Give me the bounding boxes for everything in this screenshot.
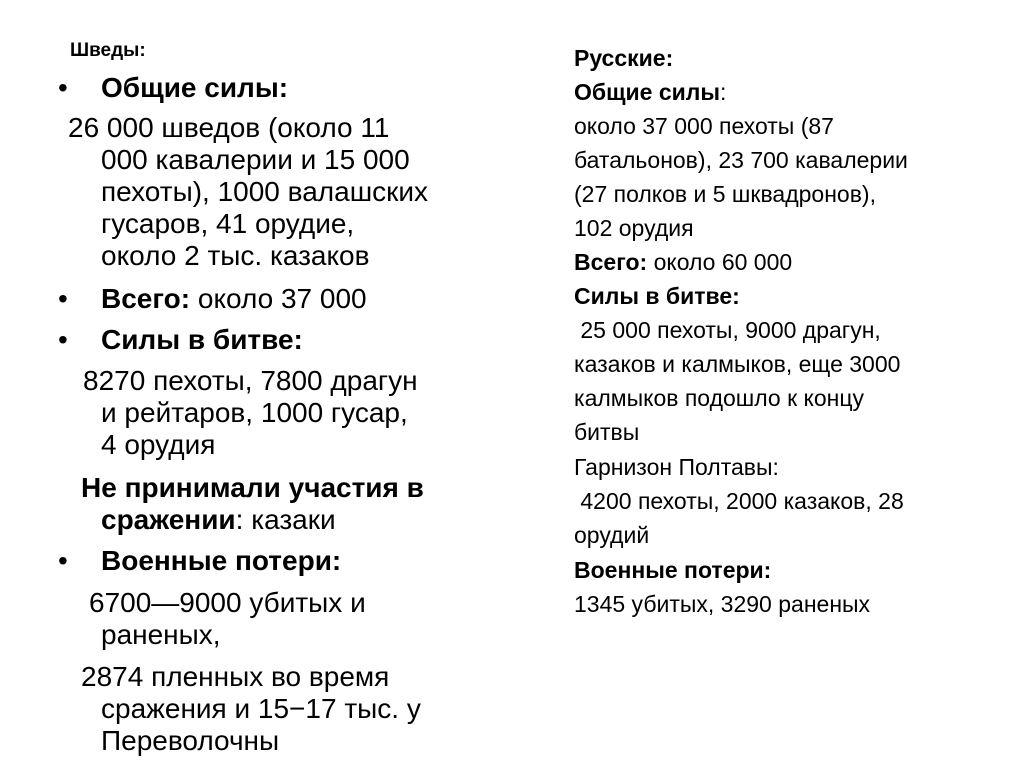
- swedes-not-participating: [101, 504, 336, 536]
- swedes-losses-line-3: 2874 пленных во время: [81, 661, 390, 692]
- swedes-forces-line-5: около 2 тыс. казаков: [101, 240, 370, 271]
- russians-battle-line-1: 25 000 пехоты, 9000 драгун,: [574, 317, 881, 343]
- russians-battle-line-4: битвы: [574, 419, 640, 445]
- swedes-total: [101, 283, 367, 315]
- swedes-losses-label: Военные потери:: [101, 545, 342, 576]
- swedes-forces-line-3: пехоты), 1000 валашских: [101, 176, 429, 207]
- russians-battle-line-2: казаков и калмыков, еще 3000: [574, 351, 901, 377]
- russians-forces-line-3: (27 полков и 5 шквадронов),: [574, 181, 876, 207]
- russians-losses-label: Военные потери:: [574, 557, 772, 583]
- swedes-total-value: около 37 000: [190, 283, 367, 314]
- bullet-forces: •: [58, 72, 68, 103]
- swedes-battle-line-3: 4 орудия: [101, 429, 216, 460]
- bullet-total: •: [58, 283, 68, 314]
- russians-garrison-line-2: орудий: [574, 522, 650, 548]
- swedes-not-participating-value: : казаки: [235, 504, 336, 535]
- russians-total-value: около 60 000: [647, 249, 793, 275]
- swedes-title: Шведы:: [70, 40, 146, 61]
- swedes-forces-line-1: 26 000 шведов (около 11: [68, 112, 390, 143]
- russians-battle-line-3: калмыков подошло к концу: [574, 385, 865, 411]
- swedes-total-label: Всего:: [101, 283, 191, 314]
- russians-forces-line-2: батальонов), 23 700 кавалерии: [574, 147, 908, 173]
- bullet-losses: •: [58, 545, 68, 576]
- russians-forces-colon: :: [720, 79, 727, 105]
- swedes-losses-line-2: раненых,: [101, 619, 221, 650]
- russians-forces-line-4: 102 орудия: [574, 215, 694, 241]
- swedes-not-participating-label-1: Не принимали участия в: [81, 472, 424, 503]
- swedes-battle-line-1: 8270 пехоты, 7800 драгун: [83, 365, 418, 396]
- russians-title: Русские:: [574, 45, 674, 71]
- swedes-losses-line-5: Переволочны: [101, 725, 280, 756]
- swedes-not-participating-label-2: сражении: [101, 504, 236, 535]
- swedes-losses-line-1: 6700—9000 убитых и: [89, 587, 366, 618]
- swedes-battle-line-2: и рейтаров, 1000 гусар,: [101, 397, 408, 428]
- russians-total: [574, 245, 792, 279]
- russians-column: [574, 0, 1014, 768]
- swedes-forces-label: Общие силы:: [101, 72, 289, 103]
- bullet-battle: •: [58, 324, 68, 355]
- russians-losses-value: 1345 убитых, 3290 раненых: [574, 591, 871, 617]
- swedes-forces-line-2: 000 кавалерии и 15 000: [101, 144, 410, 175]
- russians-total-label: Всего:: [574, 249, 648, 275]
- russians-garrison-line-1: 4200 пехоты, 2000 казаков, 28: [574, 488, 904, 514]
- russians-forces-label: Общие силы: [574, 79, 721, 105]
- swedes-battle-label: Силы в битве:: [101, 324, 303, 355]
- russians-forces-line-1: около 37 000 пехоты (87: [574, 113, 834, 139]
- swedes-forces-line-4: гусаров, 41 орудие,: [101, 208, 355, 239]
- russians-garrison-label: Гарнизон Полтавы:: [574, 454, 779, 480]
- russians-forces-heading: [574, 75, 726, 109]
- swedes-losses-line-4: сражения и 15−17 тыс. у: [101, 693, 421, 724]
- russians-battle-label: Силы в битве:: [574, 283, 740, 309]
